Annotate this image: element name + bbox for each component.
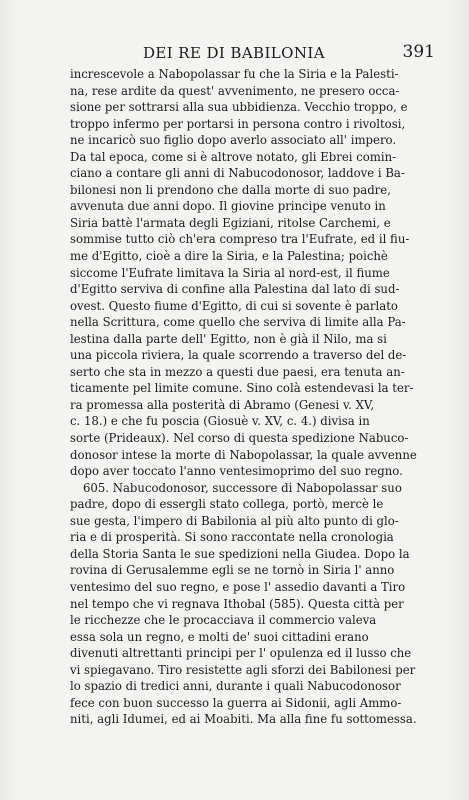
text-line-7: ciano a contare gli anni di Nabucodonosor, laddove i Ba- <box>70 166 405 181</box>
text-line-2: na, rese ardite da quest' avvenimento, ne presero occa- <box>70 83 400 98</box>
text-line-16: nella Scrittura, come quello che serviva di limite alla Pa- <box>70 315 406 330</box>
text-line-23: sorte (Prideaux). Nel corso di questa spedizione Nabuco- <box>70 431 409 446</box>
text-line-18: una piccola riviera, la quale scorrendo a traverso del de- <box>70 348 407 363</box>
text-line-28: sue gesta, l'impero di Babilonia al più alto punto di glo- <box>70 513 399 528</box>
text-line-6: Da tal epoca, come si è altrove notato, gli Ebrei comin- <box>70 149 397 164</box>
text-line-1: increscevole a Nabopolassar fu che la Siria e la Palesti- <box>70 67 399 81</box>
text-line-22: c. 18.) e che fu poscia (Giosuè v. XV, c. 4.) divisa in <box>70 414 370 429</box>
text-line-39: fece con buon successo la guerra ai Sidonii, agli Ammo- <box>70 695 402 710</box>
text-line-35: essa sola un regno, e molti de' suoi cittadini erano <box>70 629 369 644</box>
text-line-32: ventesimo del suo regno, e pose l' assedio davanti a Tiro <box>70 579 406 594</box>
text-line-36: divenuti altrettanti principi per l' opulenza ed il lusso che <box>70 646 412 661</box>
text-line-9: avvenuta due anni dopo. Il giovine principe venuto in <box>70 199 386 214</box>
text-line-29: ria e di prosperità. Si sono raccontate nella cronologia <box>70 530 394 545</box>
text-line-4: troppo infermo per portarsi in persona contro i rivoltosi, <box>70 116 406 131</box>
running-head: DEI RE DI BABILONIA <box>143 44 325 62</box>
text-line-27: padre, dopo di essergli stato collega, portò, mercè le <box>70 497 384 512</box>
text-line-10: Siria battè l'armata degli Egiziani, ritolse Carchemi, e <box>70 215 391 230</box>
text-line-37: vi spiegavano. Tiro resistette agli sforzi dei Babilonesi per <box>70 662 416 677</box>
body-text <box>70 66 430 728</box>
text-line-17: lestina dalla parte dell' Egitto, non è già il Nilo, ma si <box>70 331 387 346</box>
page-header <box>125 44 435 68</box>
text-line-8: bilonesi non li prendono che dalla morte di suo padre, <box>70 182 391 197</box>
text-line-33: nel tempo che vi regnava Ithobal (585). Questa città per <box>70 596 404 611</box>
text-line-25: dopo aver toccato l'anno ventesimoprimo del suo regno. <box>70 464 403 479</box>
text-line-26: 605. Nabucodonosor, successore di Nabopolassar suo <box>83 480 402 495</box>
text-line-21: ra promessa alla posterità di Abramo (Genesi v. XV, <box>70 397 375 412</box>
text-line-38: lo spazio di tredici anni, durante i quali Nabucodonosor <box>70 679 401 694</box>
text-line-30: della Storia Santa le sue spedizioni nella Giudea. Dopo la <box>70 546 410 561</box>
text-line-3: sione per sottrarsi alla sua ubbidienza. Vecchio troppo, e <box>70 100 408 115</box>
text-line-20: ticamente pel limite comune. Sino colà estendevasi la ter- <box>70 381 414 396</box>
text-line-11: sommise tutto ciò ch'era compreso tra l'Eufrate, ed il fiu- <box>70 232 410 247</box>
text-line-31: rovina di Gerusalemme egli se ne tornò in Siria l' anno <box>70 563 395 578</box>
text-line-5: ne incaricò suo figlio dopo averlo associato all' impero. <box>70 133 397 148</box>
text-line-40: niti, agli Idumei, ed ai Moabiti. Ma alla fine fu sottomessa. <box>70 712 417 727</box>
text-line-13: siccome l'Eufrate limitava la Siria al nord-est, il fiume <box>70 265 390 280</box>
text-line-24: donosor intese la morte di Nabopolassar, la quale avvenne <box>70 447 417 462</box>
text-line-14: d'Egitto serviva di confine alla Palestina dal lato di sud- <box>70 282 400 297</box>
text-line-19: serto che sta in mezzo a questi due paesi, era tenuta an- <box>70 364 405 379</box>
page-number: 391 <box>402 42 435 62</box>
text-line-12: me d'Egitto, cioè a dire la Siria, e la Palestina; poichè <box>70 249 388 264</box>
text-line-15: ovest. Questo fiume d'Egitto, di cui si sovente è parlato <box>70 298 398 313</box>
text-line-34: le ricchezze che le procacciava il commercio valeva <box>70 613 377 628</box>
